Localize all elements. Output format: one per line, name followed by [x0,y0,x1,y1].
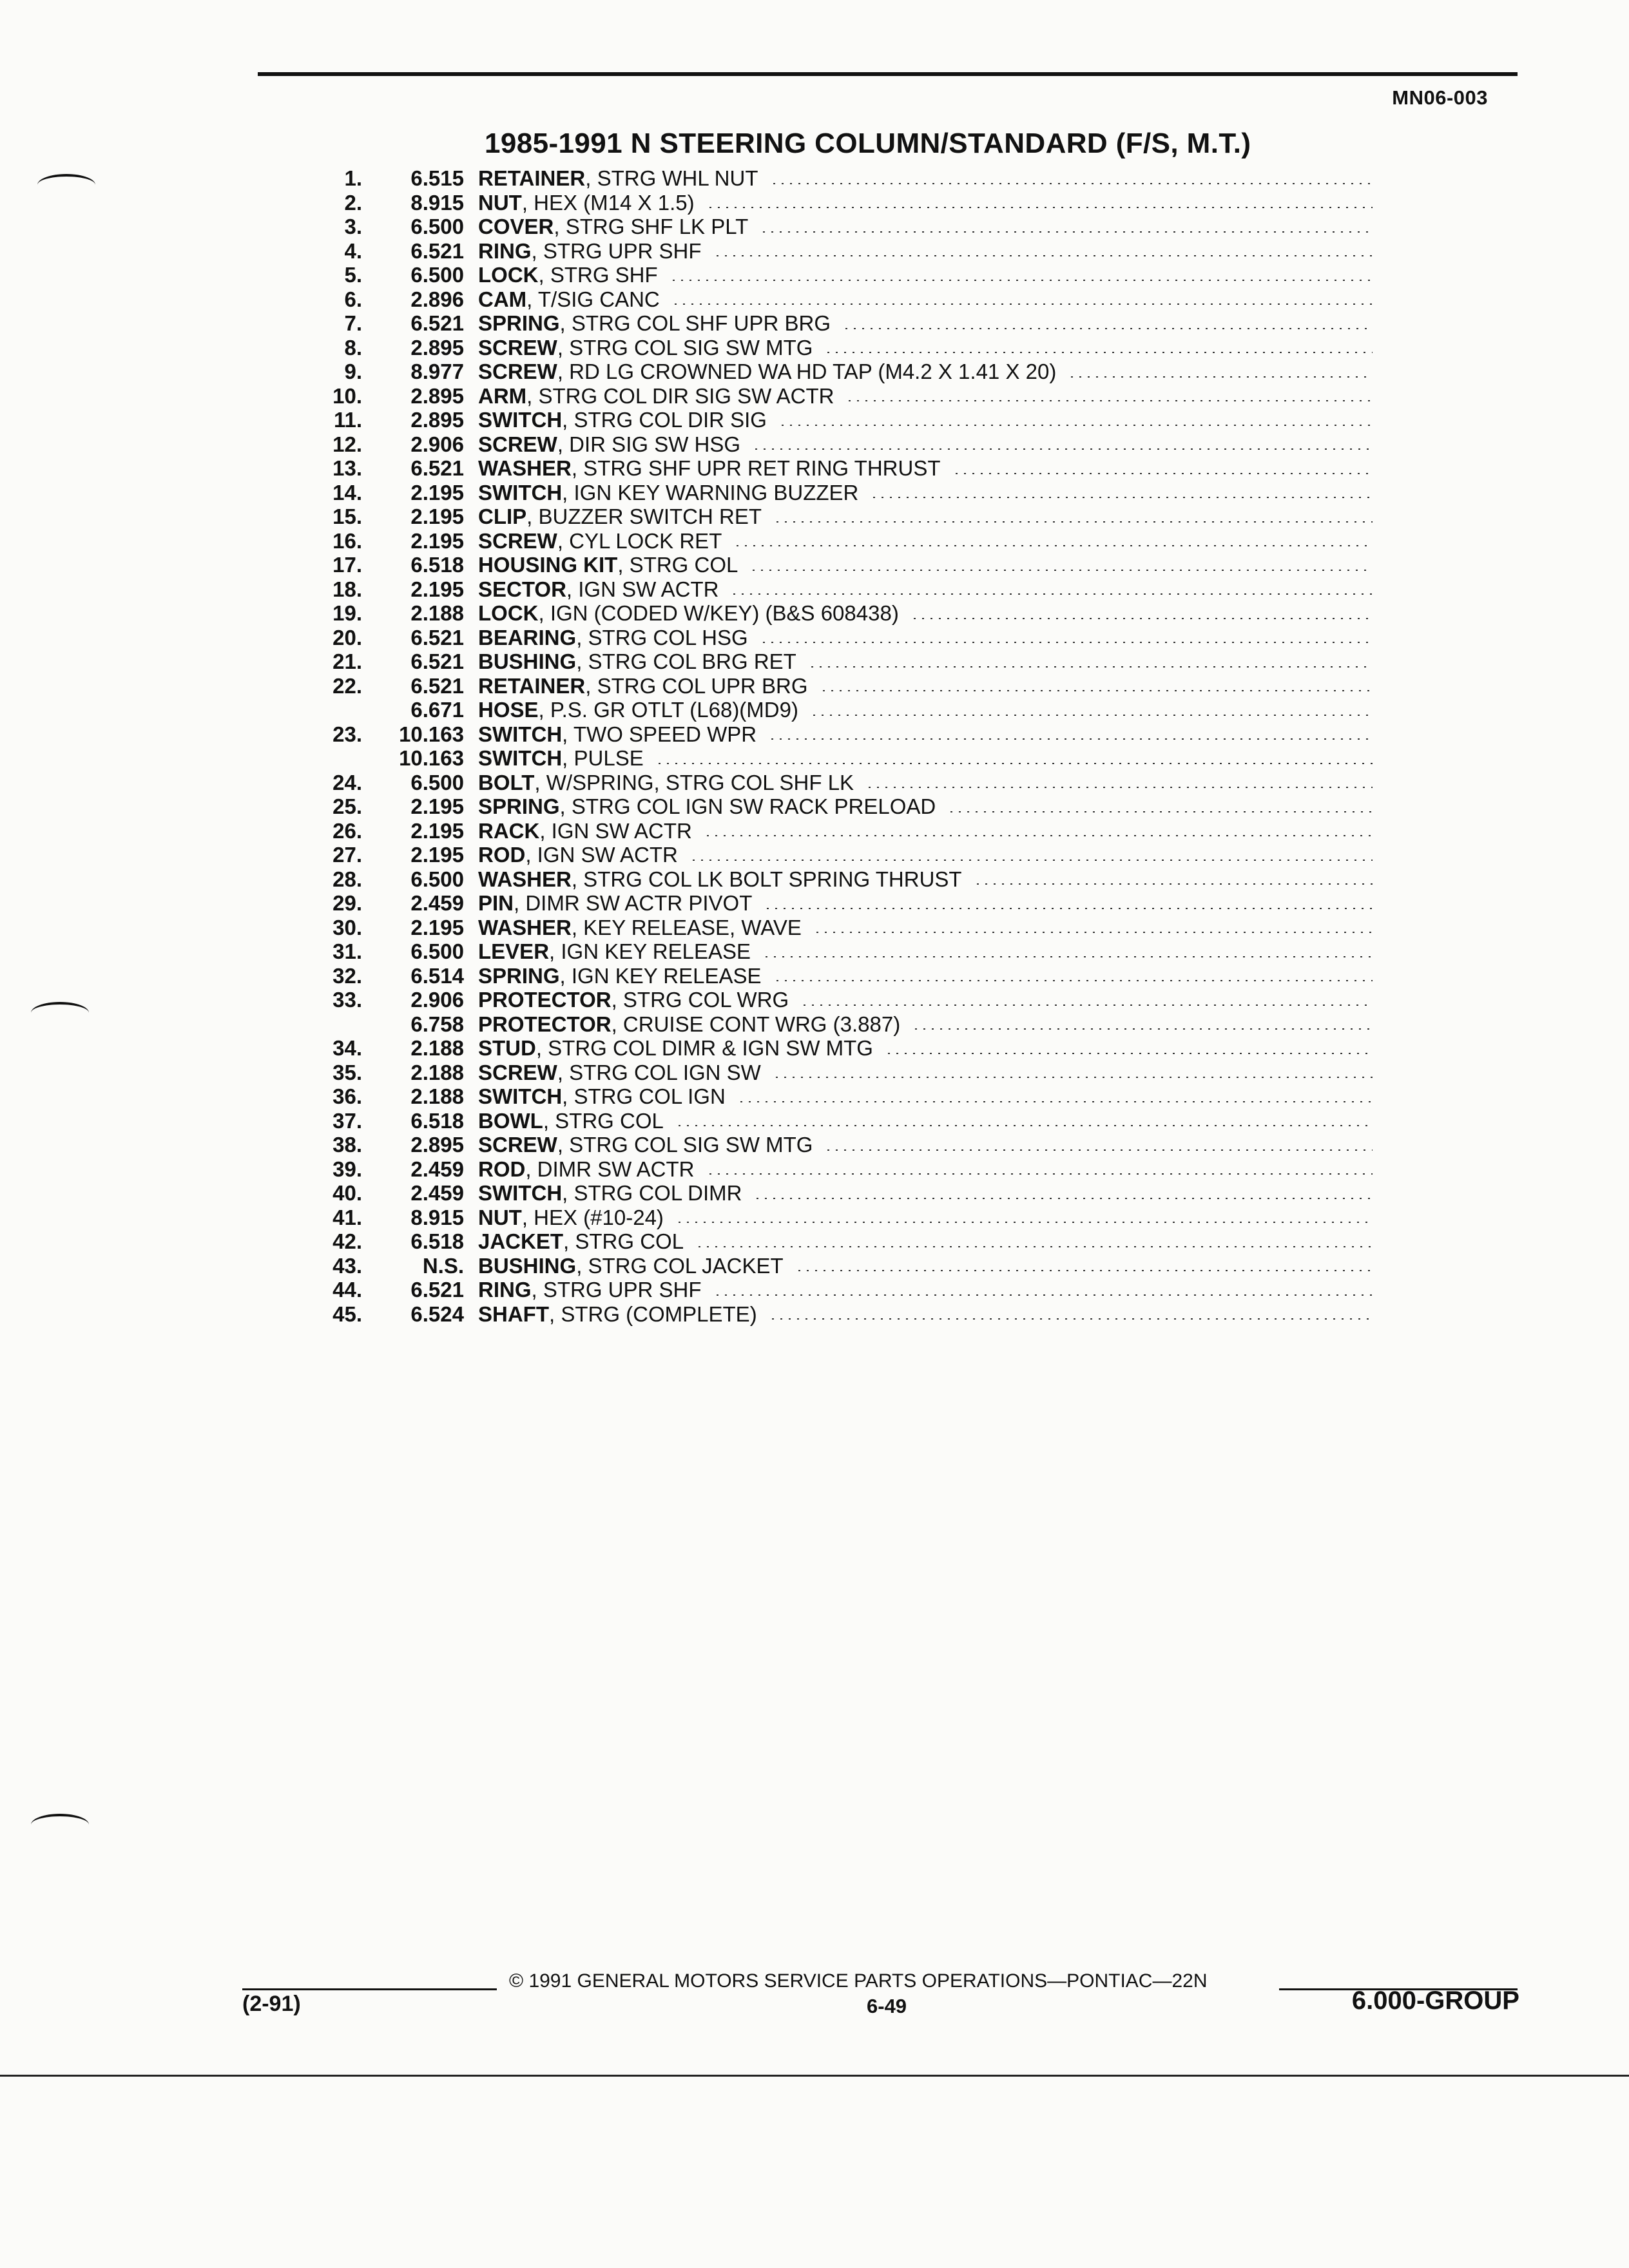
part-group-number: 2.188 [410,1036,464,1060]
part-description: , STRG UPR SHF [531,1278,702,1302]
dot-leader [800,1004,1373,1006]
part-row [303,287,1373,312]
part-row [303,1036,1373,1061]
part-item-number: 43. [333,1253,362,1278]
dot-leader [704,835,1373,836]
part-group-number: 2.188 [410,601,464,625]
dot-leader [808,666,1373,668]
top-rule [258,72,1518,76]
part-name: PIN [478,891,514,915]
part-name: BOWL [478,1108,543,1133]
part-row [303,577,1373,602]
dot-leader [820,690,1373,691]
part-name: SHAFT [478,1302,549,1326]
part-name: BUSHING [478,1253,577,1278]
part-row [303,771,1373,795]
part-row [303,722,1373,747]
part-row [303,529,1373,553]
part-group-number: 6.521 [410,625,464,649]
dot-leader [773,1077,1373,1078]
part-row [303,408,1373,432]
part-description: , STRG WHL NUT [585,166,758,190]
part-row [303,1157,1373,1182]
part-description: , STRG SHF UPR RET RING THRUST [571,456,941,480]
part-item-number: 15. [333,505,362,528]
part-name: SWITCH [478,746,563,770]
dot-leader [713,255,1373,256]
part-description: , STRG COL IGN SW [557,1060,761,1084]
part-group-number: 6.521 [410,649,464,673]
part-name: HOSE [478,698,539,722]
part-group-number: 8.915 [410,1205,464,1229]
part-description: , TWO SPEED WPR [562,722,757,746]
dot-leader [911,618,1373,619]
part-row [303,553,1373,577]
bottom-rule [0,2075,1629,2077]
part-description: , STRG COL [617,553,738,577]
part-name: NUT [478,190,522,215]
dot-leader [737,1101,1373,1102]
part-row [303,649,1373,674]
part-row [303,698,1373,722]
part-group-number: 2.195 [410,505,464,528]
part-name: SWITCH [478,1181,563,1205]
part-name: SCREW [478,432,557,456]
part-description: , STRG (COMPLETE) [549,1302,757,1326]
dot-leader [671,303,1373,305]
part-item-number: 36. [333,1084,362,1108]
part-item-number: 24. [333,770,362,794]
part-group-number: 2.459 [410,1181,464,1205]
part-row [303,1133,1373,1157]
part-row [303,1084,1373,1109]
dot-leader [760,642,1373,643]
dot-leader [733,545,1373,546]
part-group-number: 6.518 [410,1229,464,1253]
part-name: WASHER [478,456,572,480]
binder-hole-mark [31,1002,89,1024]
part-description: , STRG COL SIG SW MTG [557,1133,813,1157]
dot-leader [730,593,1373,595]
part-row [303,215,1373,239]
part-description: , PULSE [562,746,644,770]
part-item-number: 9. [344,360,362,383]
part-group-number: 10.163 [399,746,464,770]
part-row [303,939,1373,964]
part-item-number: 5. [344,263,362,287]
part-name: BOLT [478,770,535,794]
dot-leader [695,1246,1373,1247]
part-description: , STRG COL UPR BRG [585,673,808,698]
dot-leader [824,352,1373,353]
part-group-number: 2.195 [410,818,464,843]
part-description: , IGN SW ACTR [566,577,719,601]
part-item-number: 26. [333,818,362,843]
part-description: , KEY RELEASE, WAVE [571,915,802,939]
part-group-number: 6.500 [410,770,464,794]
part-row [303,794,1373,819]
part-group-number: 6.524 [410,1302,464,1326]
part-row [303,384,1373,408]
part-name: NUT [478,1205,522,1229]
part-row [303,456,1373,481]
part-description: , IGN (CODED W/KEY) (B&S 608438) [538,601,899,625]
part-group-number: 6.500 [410,939,464,963]
part-group-number: 2.906 [410,432,464,456]
part-description: , STRG COL DIR SIG [562,408,767,432]
part-group-number: 6.500 [410,215,464,238]
part-row [303,916,1373,940]
part-row [303,746,1373,771]
part-row [303,360,1373,384]
dot-leader [810,715,1373,716]
part-row [303,432,1373,457]
part-description: , STRG COL [543,1108,664,1133]
part-group-number: 2.195 [410,528,464,553]
part-description: , DIR SIG SW HSG [557,432,741,456]
part-name: BUSHING [478,649,577,673]
part-description: , IGN SW ACTR [525,843,678,867]
dot-leader [675,1125,1373,1126]
part-group-number: 2.896 [410,287,464,311]
part-name: RETAINER [478,673,586,698]
part-row [303,1206,1373,1230]
part-item-number: 35. [333,1060,362,1084]
part-name: SCREW [478,1060,557,1084]
part-row [303,263,1373,287]
part-item-number: 29. [333,891,362,915]
part-item-number: 12. [333,432,362,456]
dot-leader [713,1294,1373,1296]
part-name: RETAINER [478,166,586,190]
dot-leader [842,328,1373,329]
part-description: , CYL LOCK RET [557,528,722,553]
part-group-number: 2.188 [410,1060,464,1084]
dot-leader [655,763,1373,764]
part-description: , STRG COL BRG RET [576,649,796,673]
part-description: , STRG COL SIG SW MTG [557,335,813,360]
part-item-number: 17. [333,553,362,577]
part-name: CAM [478,287,527,311]
dot-leader [1068,376,1373,378]
part-description: , STRG COL SHF UPR BRG [559,311,831,335]
part-description: , STRG COL DIMR [562,1181,742,1205]
part-description: , HEX (M14 X 1.5) [521,190,695,215]
part-description: , IGN KEY RELEASE [559,963,762,988]
part-row [303,891,1373,916]
part-row [303,191,1373,215]
part-item-number: 41. [333,1205,362,1229]
part-description: , STRG COL HSG [576,625,748,649]
part-group-number: 2.195 [410,794,464,818]
part-group-number: 6.521 [410,311,464,335]
part-group-number: 6.758 [410,1012,464,1036]
part-name: LOCK [478,601,539,625]
part-item-number: 37. [333,1108,362,1133]
part-row [303,819,1373,843]
part-name: RING [478,1278,532,1302]
part-item-number: 27. [333,843,362,867]
part-group-number: 2.895 [410,1133,464,1157]
part-row [303,311,1373,336]
part-description: , STRG COL JACKET [576,1253,784,1278]
dot-leader [912,1028,1373,1030]
dot-leader [845,400,1373,401]
dot-leader [675,1222,1373,1223]
part-row [303,988,1373,1012]
part-description: , CRUISE CONT WRG (3.887) [611,1012,901,1036]
part-description: , IGN KEY WARNING BUZZER [562,480,859,505]
part-name: SWITCH [478,1084,563,1108]
part-group-number: 6.518 [410,553,464,577]
part-group-number: 2.195 [410,480,464,505]
dot-leader [870,497,1373,498]
part-name: SCREW [478,1133,557,1157]
dot-leader [795,1270,1373,1271]
part-item-number: 11. [333,408,362,432]
part-item-number: 21. [333,649,362,673]
part-item-number: 10. [333,383,362,408]
part-row [303,1302,1373,1327]
part-row [303,1012,1373,1037]
part-name: LOCK [478,263,539,287]
part-description: , IGN KEY RELEASE [549,939,751,963]
part-description: , STRG COL [563,1229,684,1253]
parts-list [303,166,1373,1326]
part-name: SCREW [478,528,557,553]
part-row [303,1254,1373,1278]
part-item-number: 19. [333,601,362,625]
part-row [303,1061,1373,1085]
document-code: MN06-003 [1392,86,1488,109]
part-item-number: 30. [333,915,362,939]
dot-leader [773,521,1373,523]
part-name: RING [478,238,532,263]
dot-leader [753,1198,1373,1199]
binder-hole-mark [31,1814,89,1836]
part-group-number: 6.521 [410,456,464,480]
part-item-number: 42. [333,1229,362,1253]
dot-leader [752,448,1373,450]
part-group-number: 2.895 [410,335,464,360]
dot-leader [885,1053,1373,1054]
part-group-number: 2.906 [410,988,464,1012]
part-group-number: 2.895 [410,383,464,408]
part-group-number: 2.459 [410,1157,464,1181]
part-name: JACKET [478,1229,564,1253]
dot-leader [813,932,1373,933]
part-row [303,239,1373,264]
part-description: , DIMR SW ACTR PIVOT [514,891,753,915]
part-name: SCREW [478,360,557,383]
part-name: RACK [478,818,540,843]
part-description: , STRG UPR SHF [531,238,702,263]
part-name: SWITCH [478,480,563,505]
dot-leader [778,425,1373,426]
part-row [303,1109,1373,1133]
part-row [303,867,1373,892]
dot-leader [768,738,1373,740]
part-item-number: 2. [344,190,362,215]
part-group-number: 6.521 [410,673,464,698]
part-item-number: 22. [333,673,362,698]
part-name: ROD [478,1157,526,1181]
part-item-number: 25. [333,794,362,818]
part-name: CLIP [478,505,527,528]
part-item-number: 3. [344,215,362,238]
part-description: , STRG COL DIMR & IGN SW MTG [535,1036,873,1060]
dot-leader [689,860,1373,861]
part-item-number: 13. [333,456,362,480]
part-group-number: 2.195 [410,915,464,939]
part-item-number: 44. [333,1278,362,1302]
part-item-number: 40. [333,1181,362,1205]
part-description: , STRG COL IGN SW RACK PRELOAD [559,794,936,818]
part-item-number: 34. [333,1036,362,1060]
dot-leader [706,207,1373,208]
part-group-number: 6.500 [410,263,464,287]
dot-leader [770,183,1373,184]
part-name: LEVER [478,939,550,963]
part-description: , DIMR SW ACTR [525,1157,695,1181]
dot-leader [952,473,1373,474]
part-row [303,1181,1373,1206]
part-group-number: 6.514 [410,963,464,988]
part-description: , IGN SW ACTR [539,818,692,843]
part-row [303,626,1373,650]
part-row [303,336,1373,360]
part-group-number: 2.195 [410,577,464,601]
part-row [303,964,1373,988]
part-item-number: 16. [333,528,362,553]
part-description: , STRG COL DIR SIG SW ACTR [526,383,834,408]
part-item-number: 28. [333,867,362,891]
part-item-number: 45. [333,1302,362,1326]
part-description: , STRG SHF [538,263,658,287]
dot-leader [824,1149,1373,1151]
part-item-number: 23. [333,722,362,746]
part-group-number: 2.188 [410,1084,464,1108]
part-row [303,1229,1373,1254]
part-group-number: 6.500 [410,867,464,891]
part-item-number: 31. [333,939,362,963]
dot-leader [706,1173,1373,1175]
part-description: , W/SPRING, STRG COL SHF LK [534,770,854,794]
part-description: , RD LG CROWNED WA HD TAP (M4.2 X 1.41 X 20) [557,360,1057,383]
footer-copyright: © 1991 GENERAL MOTORS SERVICE PARTS OPERATIONS—PONTIAC—22N [509,1970,1208,1992]
dot-leader [764,908,1373,909]
part-description: , P.S. GR OTLT (L68)(MD9) [538,698,798,722]
dot-leader [760,231,1373,233]
part-row [303,674,1373,698]
footer-group-label: 6.000-GROUP [1351,1986,1519,2015]
part-name: STUD [478,1036,536,1060]
part-name: WASHER [478,867,572,891]
part-item-number: 39. [333,1157,362,1181]
part-item-number: 38. [333,1133,362,1157]
part-name: BEARING [478,625,577,649]
dot-leader [773,980,1373,981]
dot-leader [947,811,1373,812]
part-description: , STRG COL WRG [611,988,789,1012]
part-name: COVER [478,215,554,238]
part-name: SWITCH [478,408,563,432]
dot-leader [670,280,1373,281]
part-item-number: 1. [344,166,362,190]
dot-leader [749,570,1373,571]
part-item-number: 4. [344,238,362,263]
dot-leader [974,883,1373,885]
part-description: , HEX (#10-24) [521,1205,664,1229]
part-group-number: 8.977 [410,360,464,383]
part-item-number: 7. [344,311,362,335]
part-description: , STRG COL LK BOLT SPRING THRUST [571,867,962,891]
part-description: , T/SIG CANC [526,287,660,311]
part-group-number: 8.915 [410,190,464,215]
part-row [303,1278,1373,1302]
part-group-number: 6.521 [410,238,464,263]
footer-rule-left [242,1988,497,1990]
part-name: SCREW [478,335,557,360]
part-name: PROTECTOR [478,1012,612,1036]
part-item-number: 32. [333,963,362,988]
page-title: 1985-1991 N STEERING COLUMN/STANDARD (F/S, M.T.) [485,128,1251,159]
footer-page-number: 6-49 [867,1995,907,2017]
part-item-number: 14. [333,480,362,505]
footer-date-code: (2-91) [242,1992,301,2016]
part-group-number: 10.163 [399,722,464,746]
part-name: SWITCH [478,722,563,746]
part-group-number: 6.671 [410,698,464,722]
part-description: , BUZZER SWITCH RET [526,505,762,528]
part-item-number: 18. [333,577,362,601]
dot-leader [865,787,1373,788]
part-row [303,166,1373,191]
part-name: PROTECTOR [478,988,612,1012]
part-name: SPRING [478,794,560,818]
part-description: , STRG SHF LK PLT [554,215,749,238]
part-group-number: 2.895 [410,408,464,432]
part-name: SPRING [478,311,560,335]
part-item-number: 8. [344,335,362,360]
part-row [303,481,1373,505]
part-group-number: N.S. [422,1253,464,1278]
part-name: WASHER [478,915,572,939]
part-row [303,601,1373,626]
part-description: , STRG COL IGN [562,1084,726,1108]
part-name: SPRING [478,963,560,988]
part-name: HOUSING KIT [478,553,618,577]
dot-leader [762,956,1373,957]
part-row [303,843,1373,867]
part-group-number: 6.515 [410,166,464,190]
part-name: SECTOR [478,577,566,601]
dot-leader [769,1318,1373,1320]
binder-hole-mark [37,174,95,196]
part-item-number: 20. [333,625,362,649]
part-group-number: 6.518 [410,1108,464,1133]
part-item-number: 33. [333,988,362,1012]
part-item-number: 6. [344,287,362,311]
part-name: ARM [478,383,527,408]
part-group-number: 6.521 [410,1278,464,1302]
part-row [303,505,1373,529]
part-group-number: 2.459 [410,891,464,915]
part-name: ROD [478,843,526,867]
part-group-number: 2.195 [410,843,464,867]
